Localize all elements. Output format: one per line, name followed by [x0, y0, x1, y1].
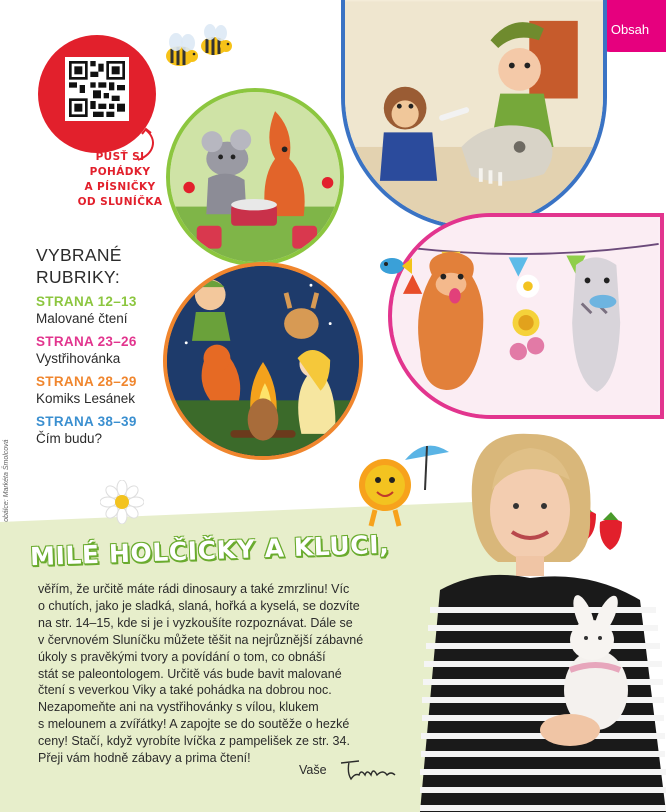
letter-line: úkoly s pravěkými tvory a povídání o tom, co obnáší [38, 649, 326, 664]
letter-line: na str. 14–15, kde si je i vyzkoušíte rozpoznávat. Dále se [38, 615, 353, 630]
qr-caption-line: A PÍSNIČKY [84, 181, 156, 193]
letter-line: o chutích, jako je sladká, slaná, hořká a kyselá, se dozvíte [38, 598, 360, 613]
editor-photo [420, 430, 666, 812]
qr-caption-line: POHÁDKY [89, 166, 151, 178]
section-name: Čím budu? [36, 431, 103, 446]
section-link-vystrihovanka[interactable] [36, 333, 137, 368]
section-name: Malované čtení [36, 311, 128, 326]
featured-sections-title-line: VYBRANÉ [36, 245, 122, 265]
bees-illustration [158, 24, 238, 76]
section-link-cim-budu[interactable] [36, 413, 137, 448]
section-page-ref: STRANA 38–39 [36, 414, 137, 429]
section-name: Komiks Lesánek [36, 391, 136, 406]
section-link-malovane-cteni[interactable] [36, 293, 137, 328]
qr-code-icon [69, 61, 125, 117]
qr-caption-line: OD SLUNÍČKA [77, 196, 163, 208]
letter-line: Nezapomeňte ani na vystřihovánky s vílou, klukem [38, 700, 319, 715]
letter-line: ceny! Stačí, když vyrobíte lvíčka z pampelišek ze str. 34. [38, 734, 350, 749]
flower-illustration [100, 480, 144, 524]
section-page-ref: STRANA 28–29 [36, 374, 137, 389]
contents-tab[interactable]: Obsah [594, 0, 666, 52]
letter-line: stát se paleontologem. Určitě vás bude bavit malované [38, 666, 342, 681]
letter-line: v červnovém Sluníčku můžete těšit na nejrůznější zábavné [38, 632, 364, 647]
letter-line: s melounem a zvířátky! A zapojte se do soutěže o hezké [38, 717, 350, 732]
handwritten-signature [337, 753, 403, 783]
section-page-ref: STRANA 23–26 [36, 334, 137, 349]
section-name: Vystřihovánka [36, 351, 121, 366]
letter-line: čtení s veverkou Viky a také pohádka na dobrou noc. [38, 683, 332, 698]
qr-caption-line: PUSŤ SI [95, 151, 145, 163]
letter-line: Přeji vám hodně zábavy a prima čtení! [38, 751, 251, 766]
mouse-squirrel-illustration [166, 88, 344, 266]
letter-line: věřím, že určitě máte rádi dinosaury a také zmrzlinu! Víc [38, 582, 350, 596]
sign-off: Vaše [299, 763, 327, 777]
qr-code[interactable] [65, 57, 129, 121]
dinosaur-dig-illustration [341, 0, 607, 230]
section-page-ref: STRANA 12–13 [36, 294, 137, 309]
paper-cutout-animals-illustration [388, 213, 664, 419]
qr-caption [70, 150, 170, 210]
section-link-komiks-lesanek[interactable] [36, 373, 137, 408]
campfire-animals-illustration [163, 262, 363, 460]
featured-sections-title-line: RUBRIKY: [36, 267, 121, 287]
editorial-headline: MILÉ HOLČIČKY A KLUCI, [29, 529, 390, 572]
editorial-letter [38, 581, 438, 767]
featured-sections-title [36, 244, 122, 288]
fish-illustration [378, 254, 412, 278]
